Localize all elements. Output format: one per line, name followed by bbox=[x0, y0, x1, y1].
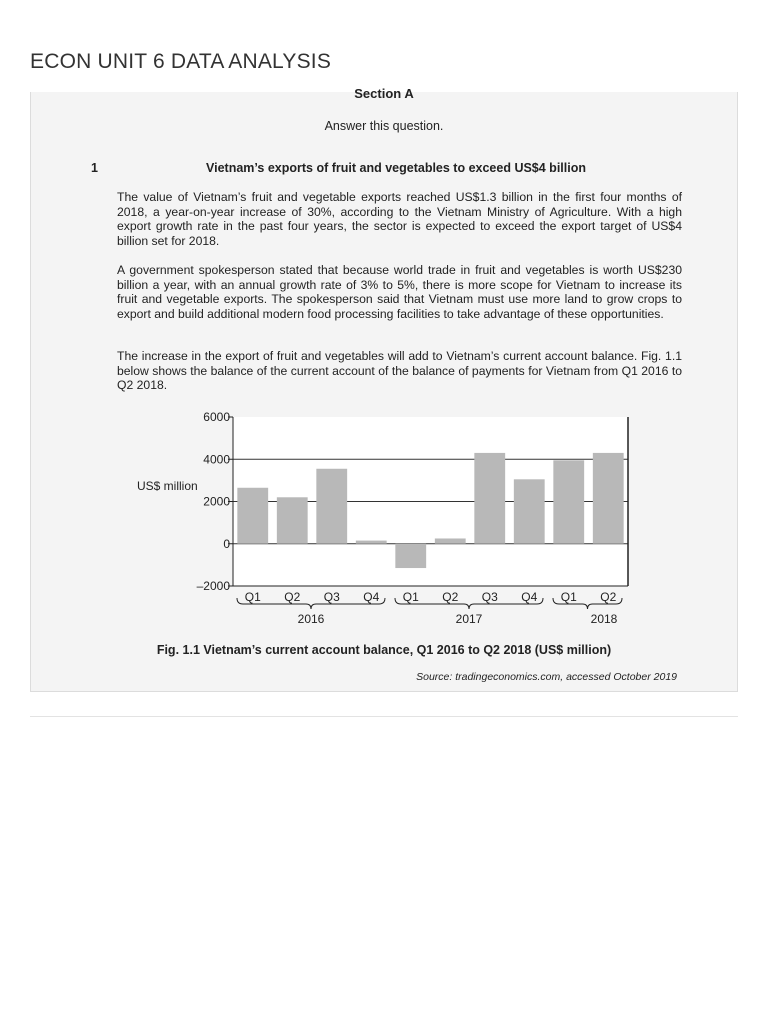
year-label: 2017 bbox=[455, 612, 483, 626]
section-heading: Section A bbox=[354, 86, 414, 100]
bar bbox=[356, 541, 387, 544]
y-axis-label: US$ million bbox=[137, 479, 198, 493]
bar bbox=[435, 538, 466, 543]
x-tick-label: Q1 bbox=[402, 590, 419, 604]
figure-caption: Fig. 1.1 Vietnam’s current account balance, Q1 2016 to Q2 2018 (US$ million) bbox=[156, 643, 612, 657]
bar bbox=[316, 469, 347, 544]
document-image bbox=[30, 86, 738, 692]
y-tick-label: 0 bbox=[223, 536, 230, 551]
x-tick-label: Q2 bbox=[284, 590, 301, 604]
year-label: 2016 bbox=[297, 612, 325, 626]
bar-chart bbox=[31, 92, 739, 637]
question-number: 1 bbox=[91, 161, 98, 175]
bar bbox=[553, 460, 584, 543]
y-tick-label: 2000 bbox=[203, 494, 230, 509]
year-label: 2018 bbox=[590, 612, 618, 626]
y-tick-label: 6000 bbox=[203, 410, 230, 424]
paragraph-1: The value of Vietnam’s fruit and vegetable exports reached US$1.3 billion in the first four months of 2018, a year-on-year increase of 30%, according to the Vietnam Ministry of Agriculture. With a high export growth rate in the past four years, the sector is expected to exceed the export target of US$4 billion set for 2018. bbox=[117, 190, 682, 248]
x-tick-label: Q3 bbox=[323, 590, 340, 604]
question-title: Vietnam’s exports of fruit and vegetables to exceed US$4 billion bbox=[206, 161, 586, 175]
x-tick-label: Q1 bbox=[560, 590, 577, 604]
x-tick-label: Q4 bbox=[363, 590, 380, 604]
bar bbox=[395, 544, 426, 568]
y-tick-label: 4000 bbox=[203, 452, 230, 467]
x-tick-label: Q3 bbox=[481, 590, 498, 604]
bar bbox=[277, 497, 308, 543]
source-note: Source: tradingeconomics.com, accessed October 2019 bbox=[416, 671, 677, 683]
x-tick-label: Q4 bbox=[521, 590, 538, 604]
page-title: ECON UNIT 6 DATA ANALYSIS bbox=[30, 50, 332, 73]
bar bbox=[514, 479, 545, 543]
bar bbox=[474, 453, 505, 544]
paragraph-3: The increase in the export of fruit and vegetables will add to Vietnam’s current account balance. Fig. 1.1 below shows the balance of the current account of the balance of payments for Vietnam from Q1 2016 to Q2 2018. bbox=[117, 349, 682, 393]
divider bbox=[30, 716, 738, 717]
x-tick-label: Q2 bbox=[442, 590, 459, 604]
y-tick-label: –2000 bbox=[196, 579, 230, 593]
paragraph-2: A government spokesperson stated that because world trade in fruit and vegetables is worth US$230 billion a year, with an annual growth rate of 3% to 5%, there is more scope for Vietnam to increase its fruit and vegetable exports. The spokesperson said that Vietnam must use more land to grow crops to export and build additional modern food processing facilities to take advantage of these opportunities. bbox=[117, 263, 682, 321]
instruction-text: Answer this question. bbox=[324, 119, 444, 133]
x-tick-label: Q1 bbox=[244, 590, 261, 604]
bar bbox=[593, 453, 624, 544]
x-tick-label: Q2 bbox=[600, 590, 617, 604]
bar bbox=[237, 488, 268, 544]
